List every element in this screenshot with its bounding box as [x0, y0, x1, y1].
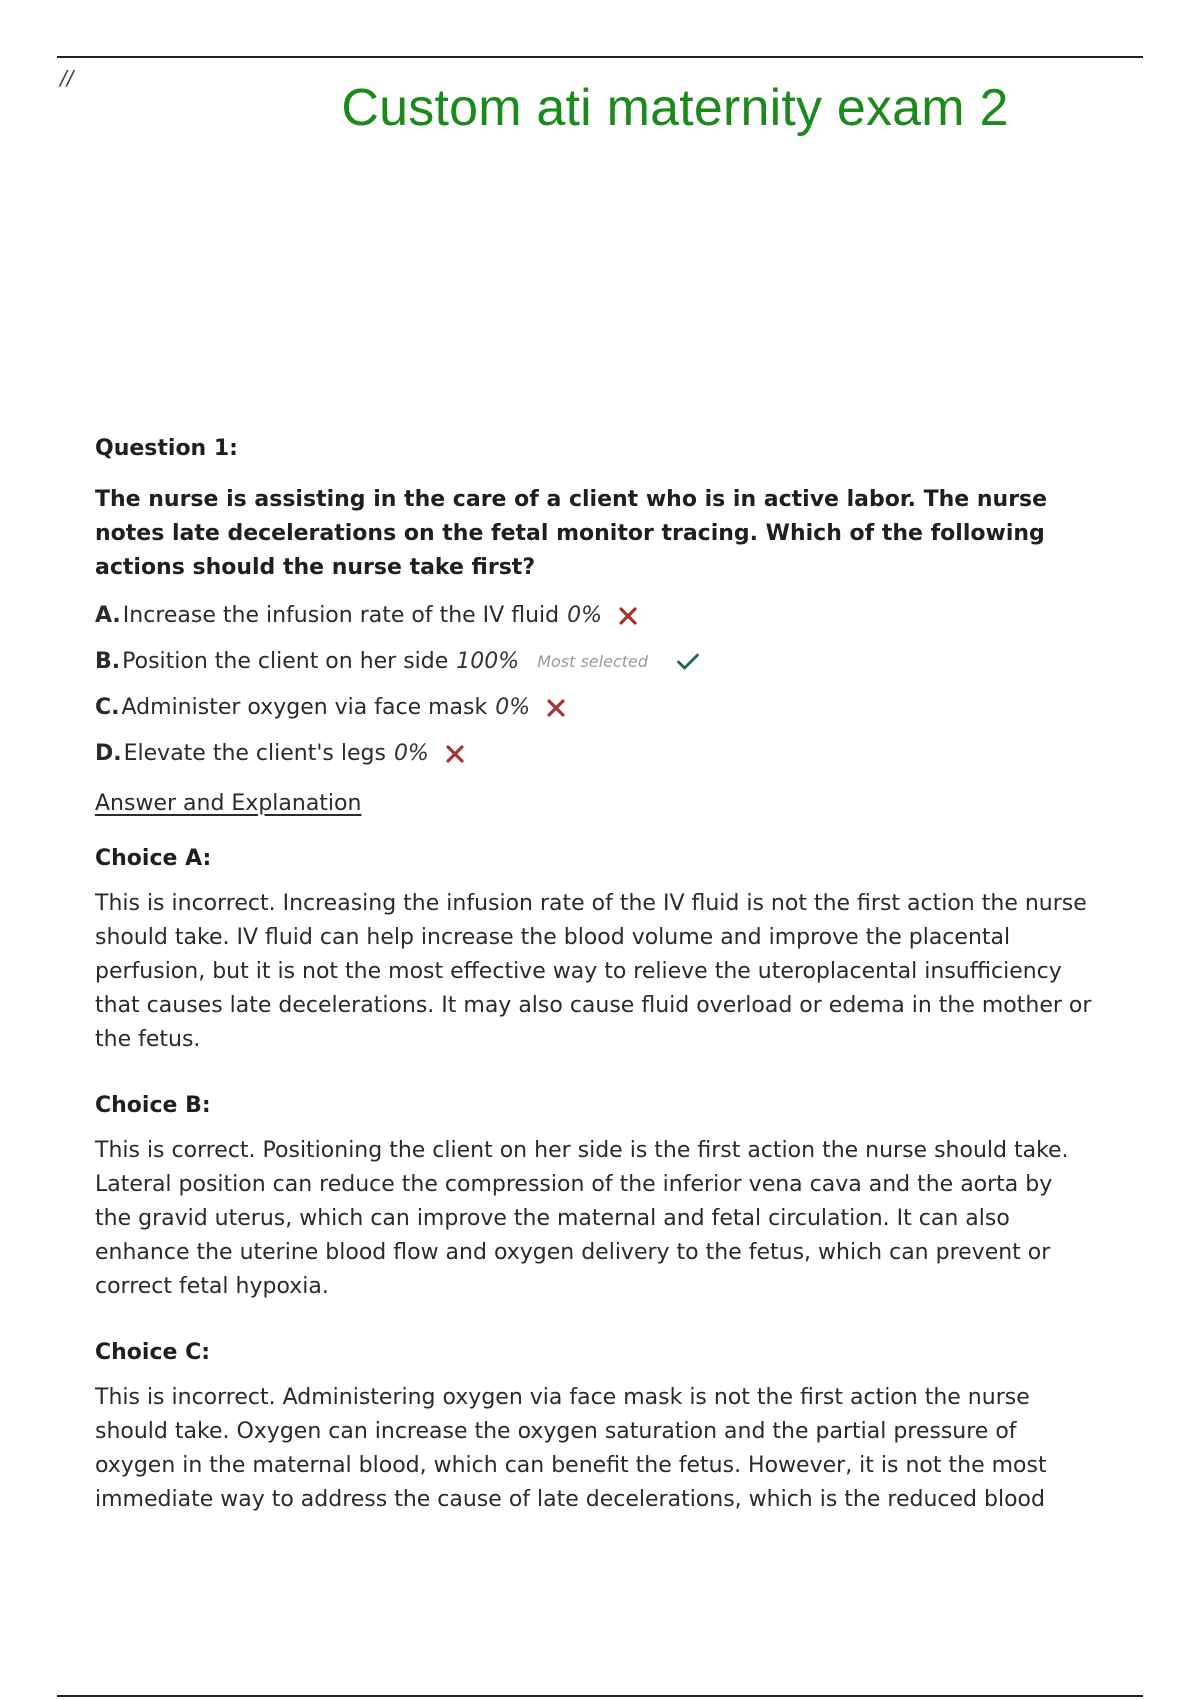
- option-letter: A.: [95, 603, 121, 628]
- question-content: [95, 436, 1095, 1553]
- option-c[interactable]: [95, 691, 1095, 725]
- most-selected-label: Most selected: [537, 652, 649, 671]
- choice-c-text: This is incorrect. Administering oxygen via face mask is not the first action the nurse should take. Oxygen can increase the oxygen saturation and the partial pressure of oxygen in the maternal blood, which can benefit the fetus. However, it is not the most immediate way to address the cause of late decelerations, which is the reduced blood: [95, 1385, 1047, 1512]
- x-icon: [616, 604, 640, 628]
- page-title: Custom ati maternity exam 2: [341, 79, 1009, 137]
- header-mark: //: [60, 66, 74, 90]
- option-letter: B.: [95, 649, 121, 674]
- choice-c-heading: Choice C:: [95, 1340, 211, 1365]
- option-d[interactable]: [95, 737, 1095, 771]
- answer-explanation-link[interactable]: Answer and Explanation: [95, 791, 362, 816]
- question-text: The nurse is assisting in the care of a client who is in active labor. The nurse notes late decelerations on the fetal monitor tracing. Which of the following actions should the nurse take first?: [95, 487, 1048, 580]
- option-b[interactable]: [95, 645, 1095, 679]
- option-letter: D.: [95, 741, 122, 766]
- bottom-rule: [57, 1695, 1143, 1697]
- question-heading: Question 1:: [95, 436, 238, 461]
- option-percent: 0%: [567, 603, 602, 628]
- option-text: Increase the infusion rate of the IV fluid: [122, 603, 560, 628]
- option-a[interactable]: [95, 599, 1095, 633]
- choice-a-heading: Choice A:: [95, 846, 212, 871]
- option-percent: 100%: [456, 649, 520, 674]
- x-icon: [544, 696, 568, 720]
- option-letter: C.: [95, 695, 120, 720]
- option-text: Position the client on her side: [122, 649, 449, 674]
- option-percent: 0%: [393, 741, 429, 766]
- top-rule: [57, 56, 1143, 58]
- option-percent: 0%: [495, 695, 531, 720]
- check-icon: [676, 650, 700, 674]
- choice-b-heading: Choice B:: [95, 1093, 211, 1118]
- option-text: Administer oxygen via face mask: [121, 695, 488, 720]
- option-text: Elevate the client's legs: [123, 741, 386, 766]
- x-icon: [443, 742, 467, 766]
- choice-a-text: This is incorrect. Increasing the infusion rate of the IV fluid is not the first action the nurse should take. IV fluid can help increase the blood volume and improve the placental perfusion, but it is not the most effective way to relieve the uteroplacental insufficiency that causes late decelerations. It may also cause fluid overload or edema in the mother or the fetus.: [95, 891, 1092, 1052]
- choice-b-text: This is correct. Positioning the client on her side is the first action the nurse should take. Lateral position can reduce the compression of the inferior vena cava and the aorta by the gravid uterus, which can improve the maternal and fetal circulation. It can also enhance the uterine blood flow and oxygen delivery to the fetus, which can prevent or correct fetal hypoxia.: [95, 1138, 1069, 1299]
